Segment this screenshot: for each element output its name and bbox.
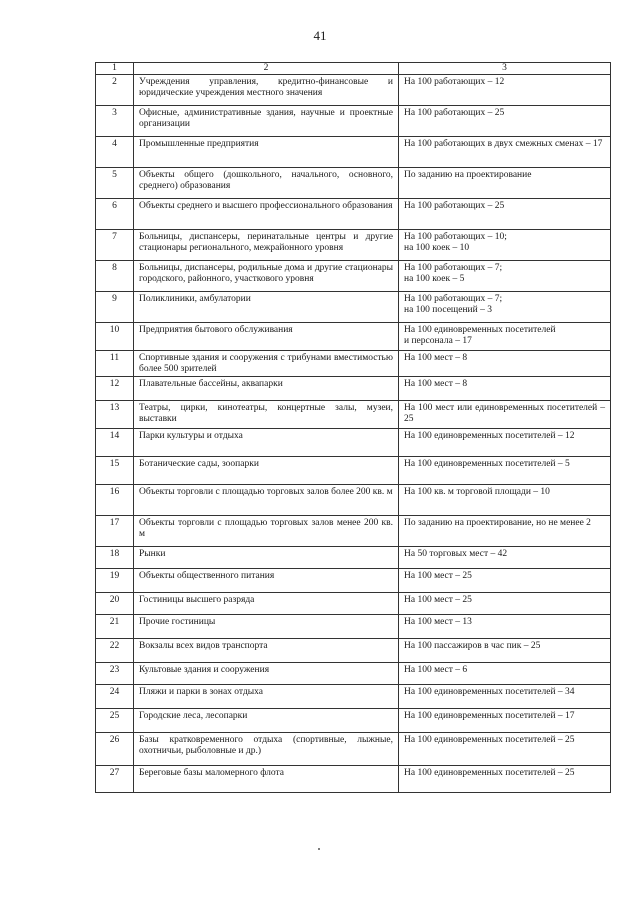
parking-norm-line: На 100 мест – 8: [404, 353, 468, 363]
parking-norm: [399, 292, 611, 323]
row-number: 10: [96, 323, 134, 351]
parking-norm: [399, 709, 611, 733]
parking-norm-line: На 100 единовременных посетителей – 34: [404, 687, 575, 697]
parking-norm: [399, 137, 611, 168]
object-name: Вокзалы всех видов транспорта: [134, 639, 399, 663]
row-number: 20: [96, 593, 134, 615]
parking-norm-line: на 100 коек – 5: [404, 274, 465, 284]
table-row: [96, 615, 611, 639]
row-number: 13: [96, 401, 134, 429]
parking-norm: [399, 168, 611, 199]
scan-mark: [318, 848, 320, 850]
row-number: 17: [96, 516, 134, 547]
table-row: [96, 230, 611, 261]
parking-norm: [399, 547, 611, 569]
page-number: 41: [313, 28, 327, 43]
table-row: [96, 569, 611, 593]
object-name: Объекты торговли с площадью торговых залов менее 200 кв. м: [134, 516, 399, 547]
row-number: 15: [96, 457, 134, 485]
table-row: [96, 457, 611, 485]
table-row: [96, 168, 611, 199]
parking-norm: [399, 377, 611, 401]
parking-norm: [399, 663, 611, 685]
parking-norm-line: На 100 работающих – 7;: [404, 294, 503, 304]
table-row: [96, 639, 611, 663]
table-row: [96, 137, 611, 168]
row-number: 18: [96, 547, 134, 569]
parking-norm-line: На 100 единовременных посетителей: [404, 325, 556, 335]
parking-norm-line: На 100 мест – 13: [404, 617, 472, 627]
row-number: 24: [96, 685, 134, 709]
row-number: 27: [96, 766, 134, 793]
parking-norm: [399, 351, 611, 377]
table-body: [96, 75, 611, 793]
parking-norm: [399, 401, 611, 429]
row-number: 6: [96, 199, 134, 230]
table-row: [96, 75, 611, 106]
parking-norm-line: На 100 кв. м торговой площади – 10: [404, 487, 550, 497]
parking-norm-line: На 100 работающих – 12: [404, 77, 505, 87]
parking-norm-line: На 100 работающих – 7;: [404, 263, 503, 273]
table-row: [96, 401, 611, 429]
object-name: Промышленные предприятия: [134, 137, 399, 168]
parking-norm-line: На 100 работающих – 25: [404, 108, 505, 118]
row-number: 4: [96, 137, 134, 168]
parking-norm-line: На 100 пассажиров в час пик – 25: [404, 641, 541, 651]
table-row: [96, 547, 611, 569]
parking-norm: [399, 323, 611, 351]
table-row: [96, 733, 611, 766]
parking-norm: [399, 615, 611, 639]
parking-norm-line: По заданию на проектирование, но не менее 2: [404, 518, 591, 528]
parking-norm: [399, 516, 611, 547]
object-name: Объекты общественного питания: [134, 569, 399, 593]
column-header-object: 2: [134, 63, 399, 75]
object-name: Плавательные бассейны, аквапарки: [134, 377, 399, 401]
parking-norm: [399, 429, 611, 457]
object-name: Больницы, диспансеры, перинатальные центры и другие стационары регионального, межрайонного уровня: [134, 230, 399, 261]
parking-norm-line: На 100 мест – 25: [404, 571, 472, 581]
object-name: Парки культуры и отдыха: [134, 429, 399, 457]
parking-norm-line: На 100 единовременных посетителей – 25: [404, 768, 575, 778]
object-name: Пляжи и парки в зонах отдыха: [134, 685, 399, 709]
parking-norm: [399, 485, 611, 516]
parking-norm-line: На 50 торговых мест – 42: [404, 549, 508, 559]
object-name: Предприятия бытового обслуживания: [134, 323, 399, 351]
object-name: Ботанические сады, зоопарки: [134, 457, 399, 485]
parking-norm: [399, 733, 611, 766]
table-row: [96, 593, 611, 615]
row-number: 8: [96, 261, 134, 292]
parking-norm-line: На 100 единовременных посетителей – 25: [404, 735, 575, 745]
object-name: Спортивные здания и сооружения с трибунами вместимостью более 500 зрителей: [134, 351, 399, 377]
row-number: 12: [96, 377, 134, 401]
table-header-row: [96, 63, 611, 75]
parking-norms-table: [95, 62, 611, 793]
row-number: 2: [96, 75, 134, 106]
table-row: [96, 199, 611, 230]
parking-norm-line: На 100 мест – 25: [404, 595, 472, 605]
object-name: Рынки: [134, 547, 399, 569]
table-row: [96, 663, 611, 685]
object-name: Театры, цирки, кинотеатры, концертные залы, музеи, выставки: [134, 401, 399, 429]
object-name: Больницы, диспансеры, родильные дома и другие стационары городского, районного, участкового уровня: [134, 261, 399, 292]
parking-norm: [399, 75, 611, 106]
row-number: 23: [96, 663, 134, 685]
object-name: Прочие гостиницы: [134, 615, 399, 639]
table-row: [96, 323, 611, 351]
table-row: [96, 351, 611, 377]
table-row: [96, 709, 611, 733]
row-number: 21: [96, 615, 134, 639]
row-number: 25: [96, 709, 134, 733]
row-number: 14: [96, 429, 134, 457]
parking-norm-line: На 100 работающих – 25: [404, 201, 505, 211]
parking-norm-line: на 100 посещений – 3: [404, 305, 492, 315]
object-name: Объекты торговли с площадью торговых залов более 200 кв. м: [134, 485, 399, 516]
row-number: 16: [96, 485, 134, 516]
object-name: Городские леса, лесопарки: [134, 709, 399, 733]
parking-norm-line: На 100 единовременных посетителей – 5: [404, 459, 570, 469]
object-name: Объекты среднего и высшего профессионального образования: [134, 199, 399, 230]
object-name: Базы кратковременного отдыха (спортивные, лыжные, охотничьи, рыболовные и др.): [134, 733, 399, 766]
parking-norm: [399, 639, 611, 663]
parking-norm-line: На 100 единовременных посетителей – 12: [404, 431, 575, 441]
table-row: [96, 106, 611, 137]
table-row: [96, 429, 611, 457]
row-number: 3: [96, 106, 134, 137]
table-row: [96, 261, 611, 292]
row-number: 22: [96, 639, 134, 663]
table-row: [96, 377, 611, 401]
object-name: Офисные, административные здания, научные и проектные организации: [134, 106, 399, 137]
parking-norm: [399, 569, 611, 593]
parking-norm: [399, 199, 611, 230]
parking-norm: [399, 685, 611, 709]
table-row: [96, 292, 611, 323]
parking-norm: [399, 593, 611, 615]
parking-norm-line: По заданию на проектирование: [404, 170, 532, 180]
object-name: Поликлиники, амбулатории: [134, 292, 399, 323]
table-row: [96, 685, 611, 709]
table-row: [96, 516, 611, 547]
table-row: [96, 485, 611, 516]
parking-norm-line: На 100 мест или единовременных посетителей – 25: [404, 403, 605, 424]
object-name: Береговые базы маломерного флота: [134, 766, 399, 793]
parking-norm-line: На 100 единовременных посетителей – 17: [404, 711, 575, 721]
object-name: Учреждения управления, кредитно-финансовые и юридические учреждения местного значения: [134, 75, 399, 106]
row-number: 11: [96, 351, 134, 377]
parking-norm-line: На 100 мест – 8: [404, 379, 468, 389]
row-number: 26: [96, 733, 134, 766]
parking-norm: [399, 230, 611, 261]
object-name: Культовые здания и сооружения: [134, 663, 399, 685]
row-number: 5: [96, 168, 134, 199]
row-number: 19: [96, 569, 134, 593]
column-header-norm: 3: [399, 63, 611, 75]
column-header-number: 1: [96, 63, 134, 75]
parking-norm-line: на 100 коек – 10: [404, 243, 470, 253]
parking-norm-line: и персонала – 17: [404, 336, 472, 346]
parking-norm-line: На 100 мест – 6: [404, 665, 468, 675]
parking-norm-line: На 100 работающих – 10;: [404, 232, 507, 242]
parking-norm: [399, 261, 611, 292]
table-row: [96, 766, 611, 793]
object-name: Гостиницы высшего разряда: [134, 593, 399, 615]
parking-norm: [399, 457, 611, 485]
parking-norm: [399, 766, 611, 793]
parking-norm-line: На 100 работающих в двух смежных сменах – 17: [404, 139, 603, 149]
parking-norm: [399, 106, 611, 137]
object-name: Объекты общего (дошкольного, начального, основного, среднего) образования: [134, 168, 399, 199]
row-number: 9: [96, 292, 134, 323]
row-number: 7: [96, 230, 134, 261]
